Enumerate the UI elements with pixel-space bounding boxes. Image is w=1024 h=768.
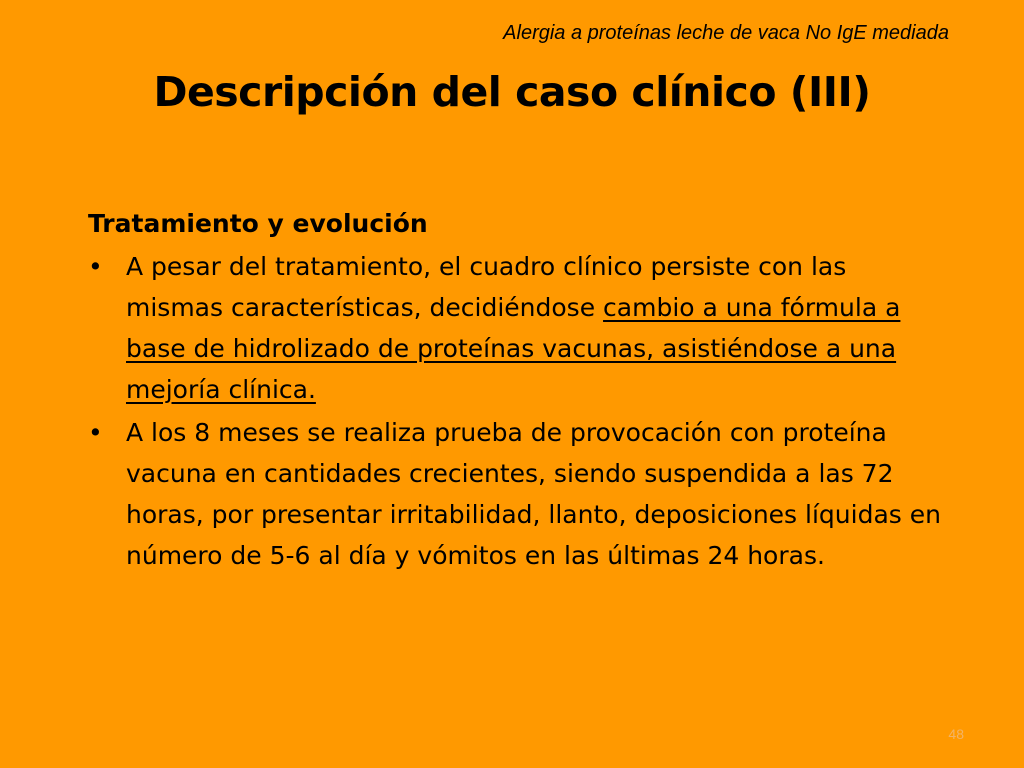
page-number: 48 (948, 726, 964, 742)
slide-title: Descripción del caso clínico (III) (153, 68, 871, 116)
bullet-item-1 (88, 246, 948, 410)
slide-content (88, 203, 948, 578)
bullet-icon: • (88, 418, 103, 447)
bullet-icon: • (88, 252, 103, 281)
bullet-2-text: A los 8 meses se realiza prueba de provocación con proteína vacuna en cantidades crecientes, siendo suspendida a las 72 horas, por presentar irritabilidad, llanto, deposiciones líquidas en número de 5-6 al día y vómitos en las últimas 24 horas. (126, 418, 941, 570)
bullet-1-underlined-text: cambio a una fórmula a base de hidrolizado de proteínas vacunas, asistiéndose a una mejoría clínica. (126, 293, 901, 404)
bullet-item-2 (88, 412, 948, 576)
header-note: Alergia a proteínas leche de vaca No IgE mediada (503, 22, 949, 44)
bullet-1-text: A pesar del tratamiento, el cuadro clínico persiste con las mismas características, decidiéndose (126, 252, 847, 322)
section-subheading: Tratamiento y evolución (88, 209, 428, 238)
bullet-list (88, 246, 948, 576)
